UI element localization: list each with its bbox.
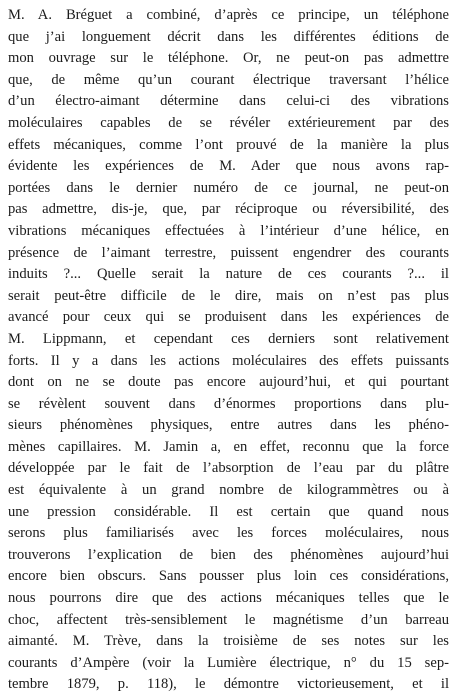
text-line: évidente les expériences de M. Ader que nous avons rap- bbox=[8, 158, 449, 175]
text-line: portées dans le dernier numéro de ce journal, ne peut-on bbox=[8, 179, 449, 196]
text-line: forts. Il y a dans les actions moléculaires des effets puissants bbox=[8, 352, 449, 369]
text-line: présence de l’aimant terrestre, puissent engendrer des courants bbox=[8, 244, 449, 261]
text-line: nous pourrons dire que des actions mécaniques telles que le bbox=[8, 590, 449, 607]
text-line: est équivalente à un grand nombre de kilogrammètres ou à bbox=[8, 482, 449, 499]
text-line: avancé pour ceux qui se produisent dans les expériences de bbox=[8, 309, 449, 326]
text-line: trouverons l’explication de bien des phénomènes aujourd’hui bbox=[8, 546, 449, 563]
text-line: développée par le fait de l’absorption de l’eau par du plâtre bbox=[8, 460, 449, 477]
text-line: moléculaires capables de se révéler extérieurement par des bbox=[8, 114, 449, 131]
text-line: une pression considérable. Il est certain que quand nous bbox=[8, 503, 449, 520]
document-page bbox=[8, 5, 449, 696]
text-line: tembre 1879, p. 118), le démontre victorieusement, et il bbox=[8, 676, 449, 693]
text-line: serait peut-être difficile de le dire, mais on n’est pas plus bbox=[8, 287, 449, 304]
text-line: que j’ai longuement décrit dans les différentes éditions de bbox=[8, 28, 449, 45]
text-line: serons plus familiarisés avec les forces moléculaires, nous bbox=[8, 525, 449, 542]
text-line: pas admettre, dis-je, que, par réciproque ou réversibilité, des bbox=[8, 201, 449, 218]
text-line: mènes capillaires. M. Jamin a, en effet, reconnu que la force bbox=[8, 438, 449, 455]
text-line: M. A. Bréguet a combiné, d’après ce principe, un téléphone bbox=[8, 7, 449, 23]
text-line: mon ouvrage sur le téléphone. Or, ne peut-on pas admettre bbox=[8, 50, 449, 67]
text-line: induits ?... Quelle serait la nature de ces courants ?... il bbox=[8, 266, 449, 283]
text-line: encore bien obscurs. Sans pousser plus loin ces considérations, bbox=[8, 568, 449, 585]
text-line: dont on ne se doute pas encore aujourd’hui, et qui pourtant bbox=[8, 374, 449, 391]
text-line: courants d’Ampère (voir la Lumière électrique, n° du 15 sep- bbox=[8, 654, 449, 671]
text-line: choc, affectent très-sensiblement le magnétisme d’un barreau bbox=[8, 611, 449, 628]
text-line: effets mécaniques, comme l’ont prouvé de la manière la plus bbox=[8, 136, 449, 153]
text-line: vibrations mécaniques effectuées à l’intérieur d’une hélice, en bbox=[8, 222, 449, 239]
text-line: sieurs phénomènes physiques, entre autres dans les phéno- bbox=[8, 417, 449, 434]
text-line: M. Lippmann, et cependant ces derniers sont relativement bbox=[8, 330, 449, 347]
text-line: que, de même qu’un courant électrique traversant l’hélice bbox=[8, 71, 449, 88]
text-line: d’un électro-aimant détermine dans celui-ci des vibrations bbox=[8, 93, 449, 110]
text-line: se révèlent souvent dans d’énormes proportions dans plu- bbox=[8, 395, 449, 412]
text-line: aimanté. M. Trève, dans la troisième de ses notes sur les bbox=[8, 633, 449, 650]
